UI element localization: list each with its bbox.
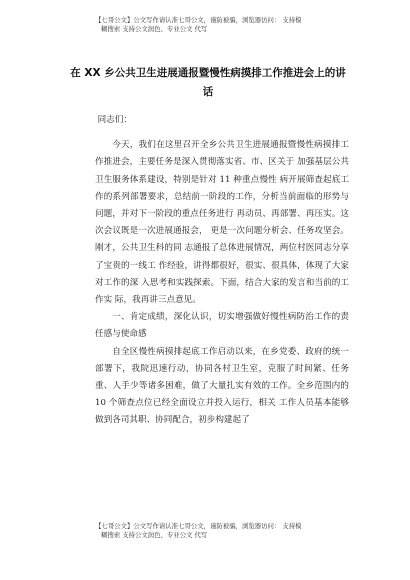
header-line-1: 【七哥公文】公文写作请认准七哥公文，谨防被骗，浏览器访问： 支持模 [95, 16, 302, 24]
salutation: 同志们： [97, 115, 132, 125]
page-footer [95, 522, 375, 540]
document-title: 在 XX 乡公共卫生进展通报暨慢性病摸排工作推进会上的讲 话 [70, 67, 346, 98]
header-line-2: 糊搜索 支持公文润色、专业公文 代写 [101, 25, 208, 33]
page-header [95, 16, 375, 34]
footer-line-2: 糊搜索 支持公文润色、专业公文 代写 [101, 531, 208, 539]
document-body [95, 112, 349, 430]
paragraph-3: 自全区慢性病摸排起底工作启动以来，在乡党委、政府的统一部署下，我院迅速行动，协同各村卫生室，克服了时间紧、任务重、人手少等诸多困难，做了大量扎实有效的工作。全乡范围内的 10 个筛查点位已经全面设立并投入运行，相关 工作人员基本能够做到各司其职、协同配合，初步构建起了 [95, 346, 349, 426]
section-heading-1: 一、肯定成绩，深化认识，切实增强做好慢性病防治工作的责任感与使命感 [95, 312, 349, 340]
paragraph-1: 今天，我们在这里召开全乡公共卫生进展通报暨慢性病摸排工作推进会，主要任务是深入贯彻落实省、市、区关于 加强基层公共卫生服务体系建设，特别是针对 11 种重点慢性 病开展筛查起底工作的系列部署要求，总结前一阶段的工作，分析当前面临的形势与问题，并对下一阶段的重点任务进行 再动员、再部署、再压实。这次会议既是一次进展通报会， 更是一次问题分析会、任务攻坚会。 刚才，公共卫生科的同 志通报了总体进展情况，两位村医同志分享了宝贵的一线工 作经验，讲得都很好，很实、很具体，体现了大家对工作的深 入思考和实践探索。下面，结合大家的发言和当前的工作实 际，我再讲三点意见。 [95, 140, 349, 306]
footer-line-1: 【七哥公文】公文写作请认准七哥公文，谨防被骗，浏览器访问： 支持模 [95, 522, 302, 530]
